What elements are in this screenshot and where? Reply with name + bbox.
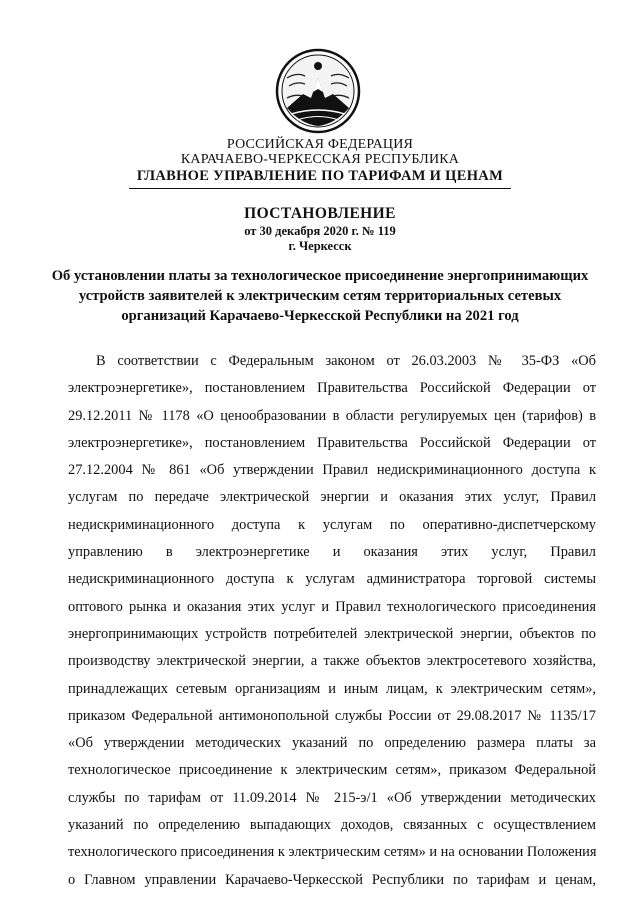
body-line: 29.12.2011 № 1178 «О ценообразовании в области регулируемых цен (тарифов) в (68, 407, 596, 424)
body-line: указаний по определению выпадающих доходов, связанных с осуществлением (68, 817, 596, 834)
body-line: принадлежащих сетевым организациям и иным лицам, к электрическим сетям», (68, 680, 596, 697)
coat-of-arms-emblem (275, 48, 361, 134)
document-date: от 30 декабря 2020 г. № 119 (244, 224, 396, 238)
body-line: электроэнергетике», постановлением Правительства Российской Федерации от (68, 380, 596, 397)
title-line: Об установлении платы за технологическое присоединение энергопринимающих (51, 268, 589, 284)
document-place: г. Черкесск (288, 239, 352, 253)
title-line: устройств заявителей к электрическим сетям территориальных сетевых (78, 288, 562, 304)
country-name: РОССИЙСКАЯ ФЕДЕРАЦИЯ (226, 137, 414, 152)
body-line: энергопринимающих устройств потребителей электрической энергии, объектов по (68, 625, 596, 642)
authority-name: ГЛАВНОЕ УПРАВЛЕНИЕ ПО ТАРИФАМ И ЦЕНАМ (136, 168, 504, 184)
body-line: управлению в электроэнергетике и оказания этих услуг, Правил (68, 544, 596, 561)
body-line: «Об утверждении методических указаний по определению размера платы за (68, 735, 596, 752)
body-line: услугам по передаче электрической энергии и оказания этих услуг, Правил (68, 489, 596, 506)
body-line: службы по тарифам от 11.09.2014 № 215-э/1 «Об утверждении методических (68, 789, 596, 806)
body-line: производству электрической энергии, а также объектов электросетевого хозяйства, (68, 653, 596, 670)
body-line: о Главном управлении Карачаево-Черкесской Республики по тарифам и ценам, (68, 871, 596, 888)
header-divider (129, 188, 511, 189)
document-body (68, 348, 596, 894)
body-line: оптового рынка и оказания этих услуг и Правил технологического присоединения (68, 598, 596, 615)
document-title (40, 266, 600, 326)
body-line: технологического присоединения к электрическим сетям» и на основании Положения (68, 844, 597, 861)
body-line: электроэнергетике», постановлением Правительства Российской Федерации от (68, 434, 596, 451)
body-line: технологическое присоединение к электрическим сетям», приказом Федеральной (68, 762, 596, 779)
body-line: В соответствии с Федеральным законом от 26.03.2003 № 35-ФЗ «Об (96, 353, 596, 369)
body-line: приказом Федеральной антимонопольной службы России от 29.08.2017 № 1135/17 (68, 707, 596, 724)
republic-name: КАРАЧАЕВО-ЧЕРКЕССКАЯ РЕСПУБЛИКА (180, 152, 460, 167)
body-line: 27.12.2004 № 861 «Об утверждении Правил недискриминационного доступа к (68, 462, 596, 479)
body-line: недискриминационного доступа к услугам администратора торговой системы (68, 571, 596, 588)
document-type: ПОСТАНОВЛЕНИЕ (244, 205, 396, 222)
body-line: недискриминационного доступа к услугам по оперативно-диспетчерскому (68, 516, 596, 533)
title-line: организаций Карачаево-Черкесской Республики на 2021 год (121, 308, 519, 324)
